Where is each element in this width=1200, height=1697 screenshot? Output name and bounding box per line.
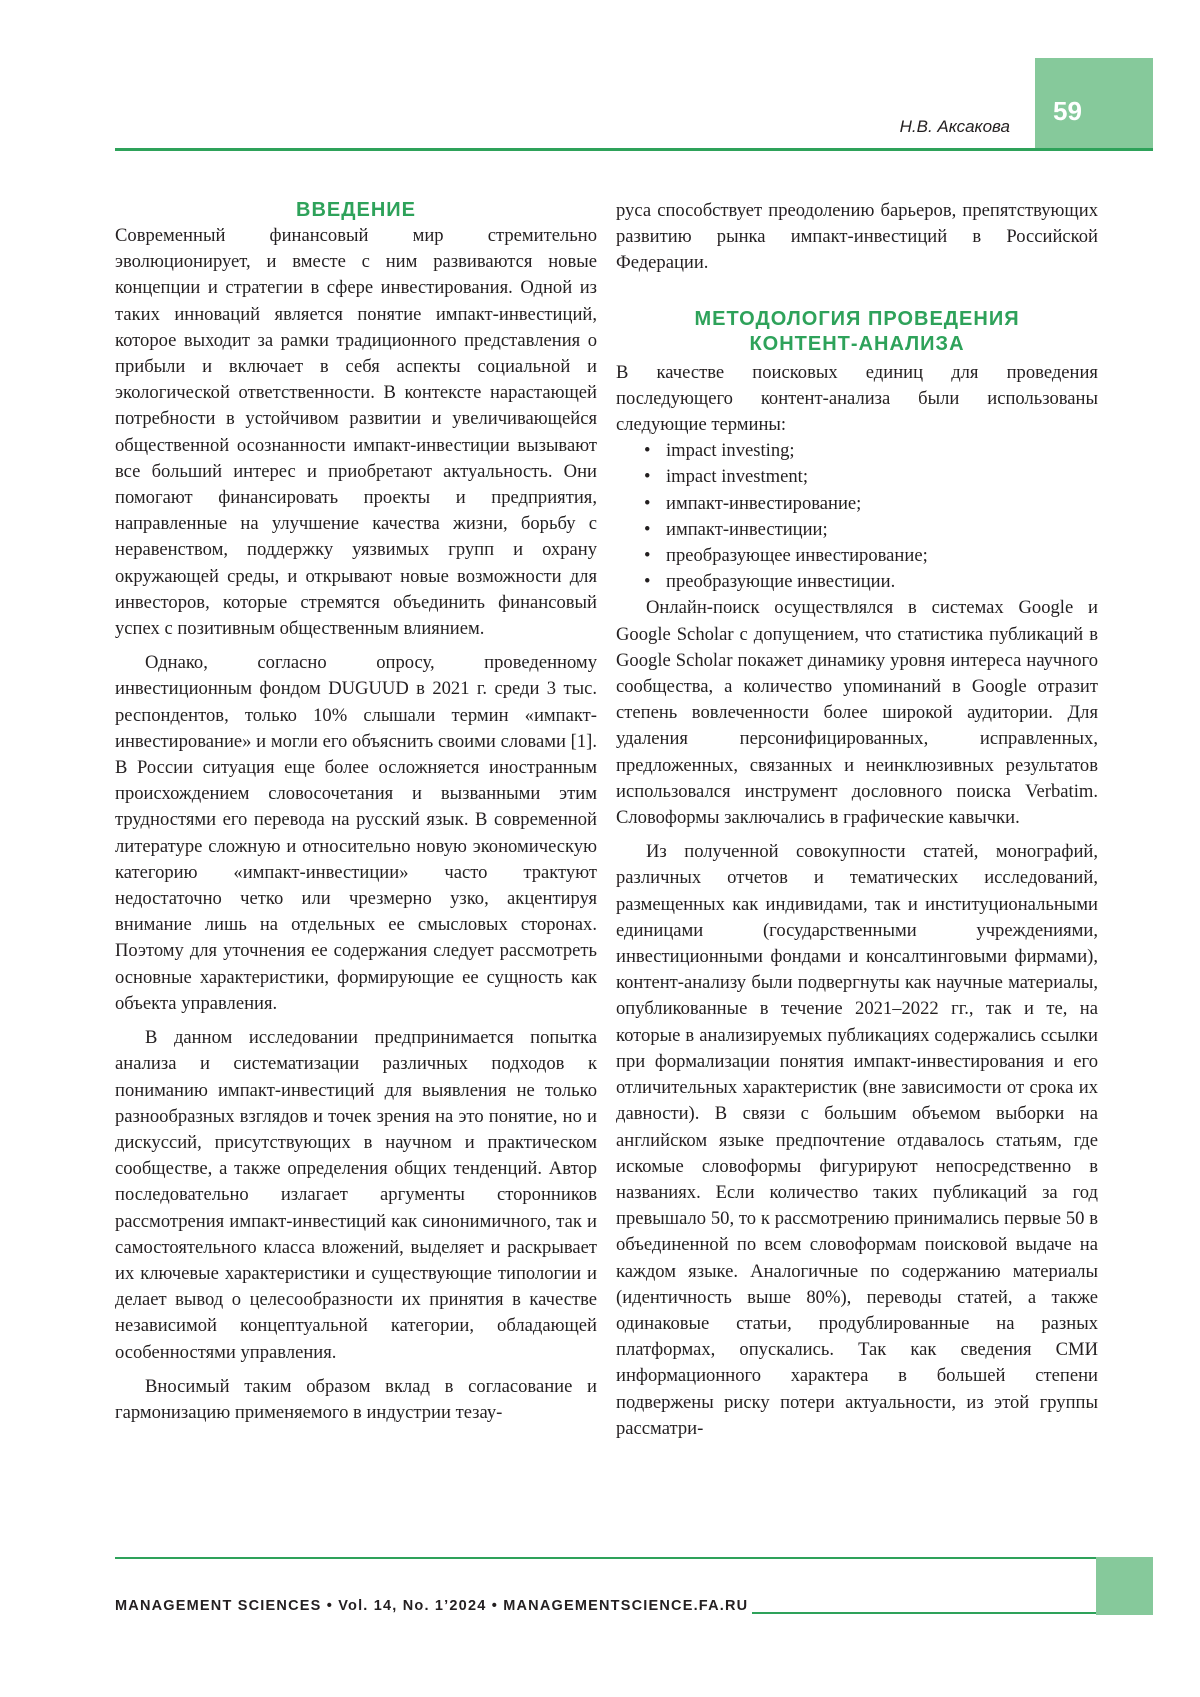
footer-box <box>1096 1557 1153 1615</box>
footer-rule <box>115 1557 1153 1559</box>
list-item: • импакт-инвестиции; <box>616 517 1098 543</box>
section-heading-introduction: ВВЕДЕНИЕ <box>296 199 416 221</box>
list-item: • impact investment; <box>616 464 1098 490</box>
list-item: • преобразующие инвестиции. <box>616 569 1098 595</box>
heading-line: КОНТЕНТ-АНАЛИЗА <box>749 332 965 355</box>
search-terms-list <box>616 438 1098 595</box>
left-column <box>115 198 597 1426</box>
footer-underline <box>752 1612 1096 1614</box>
paragraph: Вносимый таким образом вклад в согласование и гармонизацию применяемого в индустрии тезау- <box>115 1375 597 1423</box>
paragraph: Онлайн-поиск осуществлялся в системах Google и Google Scholar с допущением, что статистика публикаций в Google Scholar покажет динамику уровня интереса научного сообщества, а количество упоминаний в Google отразит степень вовлеченности более широкой аудитории. Для удаления персонифицированных, исправленных, предложенных, связанных и неинклюзивных результатов использовался инструмент дословного поиска Verbatim. Словоформы заключались в графические кавычки. <box>616 597 1098 829</box>
paragraph: В качестве поисковых единиц для проведения последующего контент-анализа были использованы следующие термины: <box>616 361 1098 436</box>
paragraph-continuation: руса способствует преодолению барьеров, препятствующих развитию рынка импакт-инвестиций в Российской Федерации. <box>616 200 1098 274</box>
running-header-author: Н.В. Аксакова <box>899 117 1010 136</box>
journal-footer: MANAGEMENT SCIENCES • Vol. 14, No. 1’2024 • MANAGEMENTSCIENCE.FA.RU <box>115 1598 749 1614</box>
list-item: • преобразующее инвестирование; <box>616 543 1098 569</box>
heading-line: МЕТОДОЛОГИЯ ПРОВЕДЕНИЯ <box>694 307 1020 330</box>
header-rule <box>115 148 1153 151</box>
list-item: • импакт-инвестирование; <box>616 491 1098 517</box>
paragraph: Современный финансовый мир стремительно эволюционирует, и вместе с ним развиваются новые концепции и стратегии в сфере инвестирования. Одной из таких инноваций является понятие импакт-инвестиций, которое выходит за рамки традиционного представления о прибыли и включает в себя аспекты социальной и экологической ответственности. В контексте нарастающей потребности в устойчивом развитии и увеличивающейся общественной осознанности импакт-инвестиции вызывают все больший интерес и приобретают актуальность. Они помогают финансировать проекты и предприятия, направленные на улучшение качества жизни, борьбу с неравенством, поддержку уязвимых групп и охрану окружающей среды, и открывают новые возможности для инвесторов, которые стремятся объединить финансовый успех с позитивным общественным влиянием. <box>115 225 597 640</box>
page-number-box <box>1035 58 1153 150</box>
paragraph: В данном исследовании предпринимается попытка анализа и систематизации различных подходов к пониманию импакт-инвестиций для выявления не только разнообразных взглядов и точек зрения на это понятие, но и дискуссий, присутствующих в научном и практическом сообществе, а также определения общих тенденций. Автор последовательно излагает аргументы сторонников рассмотрения импакт-инвестиций как синонимичного, так и самостоятельного класса вложений, выделяет и раскрывает их ключевые характеристики и существующие типологии и делает вывод о целесообразности их принятия в качестве независимой концептуальной категории, обладающей особенностями управления. <box>115 1027 597 1363</box>
paragraph: Из полученной совокупности статей, монографий, различных отчетов и тематических исследований, размещенных как индивидами, так и институциональными единицами (государственными учреждениями, инвестиционными фондами и консалтинговыми фирмами), контент-анализу были подвергнуты как научные материалы, опубликованные в течение 2021–2022 гг., так и те, на которые в анализируемых публикациях содержались ссылки при формализации понятия импакт-инвестирования и его отличительных характеристик (вне зависимости от срока их давности). В связи с большим объемом выборки на английском языке предпочтение отдавалось статьям, где искомые словоформы фигурируют непосредственно в названиях. Если количество таких публикаций за год превышало 50, то к рассмотрению принимались первые 50 в объединенной по всем словоформам поисковой выдаче на каждом языке. Аналогичные по содержанию материалы (идентичность выше 80%), переводы статей, а также одинаковые статьи, продублированные на разных платформах, опускались. Так как сведения СМИ информационного характера в большей степени подвержены риску потери актуальности, из этой группы рассматри- <box>616 841 1098 1439</box>
list-item: • impact investing; <box>616 438 1098 464</box>
page-number: 59 <box>1053 96 1082 126</box>
section-heading-methodology <box>616 307 1098 357</box>
paragraph: Однако, согласно опросу, проведенному инвестиционным фондом DUGUUD в 2021 г. среди 3 тыс. респондентов, только 10% слышали термин «импакт-инвестирование» и могли его объяснить своими словами [1]. В России ситуация еще более осложняется иностранным происхождением словосочетания и вызванными этим трудностями его перевода на русский язык. В современной литературе сложную и относительно новую экономическую категорию «импакт-инвестиции» часто трактуют недостаточно четко или чрезмерно узко, акцентируя внимание лишь на отдельных ее смысловых сторонах. Поэтому для уточнения ее содержания следует рассмотреть основные характеристики, формирующие ее сущность как объекта управления. <box>115 652 597 1014</box>
right-column <box>616 198 1098 1442</box>
